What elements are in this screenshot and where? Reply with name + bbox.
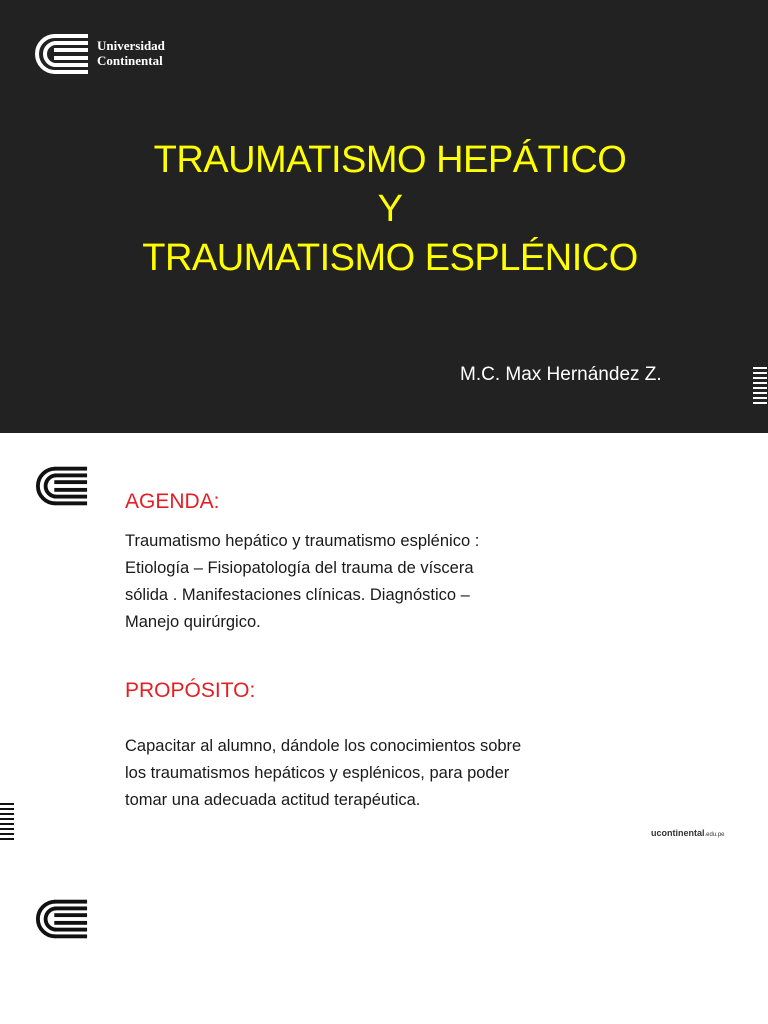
purpose-line: tomar una adecuada actitud terapéutica. [125, 791, 421, 809]
title-line-3: TRAUMATISMO ESPLÉNICO [142, 237, 638, 279]
agenda-line: Manejo quirúrgico. [125, 613, 261, 631]
university-logo-icon [35, 898, 89, 940]
brand-line-1: Universidad [97, 38, 165, 53]
title-line-1: TRAUMATISMO HEPÁTICO [153, 139, 627, 181]
footer-brand-name: ucontinental [651, 828, 705, 838]
agenda-text [125, 528, 479, 636]
purpose-line: los traumatismos hepáticos y esplénicos, para poder [125, 764, 510, 782]
university-wordmark [97, 38, 165, 68]
purpose-line: Capacitar al alumno, dándole los conocimientos sobre [125, 737, 522, 755]
brand-line-2: Continental [97, 53, 163, 68]
purpose-heading: PROPÓSITO: [125, 679, 256, 702]
title-line-2: Y [377, 188, 403, 230]
agenda-heading: AGENDA: [125, 490, 220, 513]
stripes-decoration-icon [753, 367, 767, 407]
agenda-line: Etiología – Fisiopatología del trauma de víscera [125, 559, 474, 577]
agenda-line: Traumatismo hepático y traumatismo esplénico : [125, 532, 480, 550]
university-logo-icon [35, 465, 89, 507]
university-logo-icon [34, 33, 90, 75]
purpose-text [125, 733, 521, 814]
author-name: M.C. Max Hernández Z. [460, 364, 662, 385]
footer-brand-suffix: .edu.pe [704, 832, 725, 838]
title-slide [0, 0, 768, 433]
slide-title [0, 136, 768, 283]
agenda-line: sólida . Manifestaciones clínicas. Diagnóstico – [125, 586, 470, 604]
stripes-decoration-icon [0, 803, 14, 843]
footer-brand [651, 828, 725, 838]
